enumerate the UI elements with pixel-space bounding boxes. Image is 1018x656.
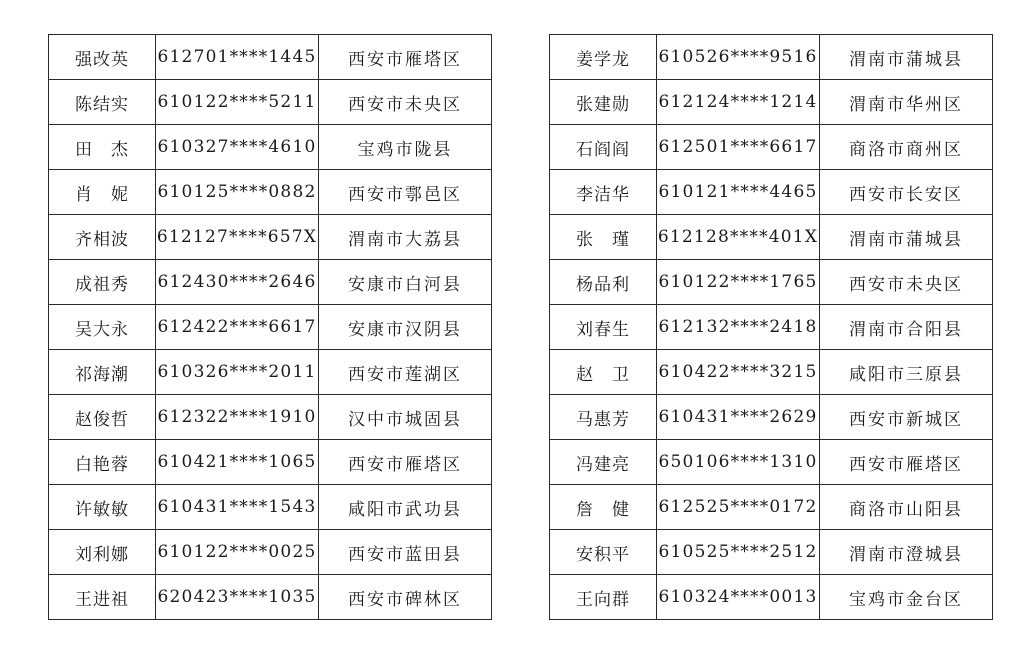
name-cell: 刘春生 [550, 305, 657, 350]
name-cell: 张建勋 [550, 80, 657, 125]
name-cell: 成祖秀 [49, 260, 156, 305]
name-cell: 杨品利 [550, 260, 657, 305]
place-cell: 渭南市蒲城县 [820, 35, 993, 80]
id-number-cell: 612127****657X [156, 215, 319, 260]
table-row [550, 350, 993, 395]
name-cell: 王向群 [550, 575, 657, 620]
place-cell: 西安市碑林区 [319, 575, 492, 620]
name-cell: 吴大永 [49, 305, 156, 350]
place-cell: 西安市长安区 [820, 170, 993, 215]
place-cell: 安康市汉阴县 [319, 305, 492, 350]
id-number-cell: 612501****6617 [657, 125, 820, 170]
place-cell: 商洛市山阳县 [820, 485, 993, 530]
id-number-cell: 610125****0882 [156, 170, 319, 215]
id-number-cell: 650106****1310 [657, 440, 820, 485]
place-cell: 西安市雁塔区 [319, 35, 492, 80]
id-number-cell: 612128****401X [657, 215, 820, 260]
id-number-cell: 610122****1765 [657, 260, 820, 305]
place-cell: 宝鸡市陇县 [319, 125, 492, 170]
id-number-cell: 620423****1035 [156, 575, 319, 620]
table-row [550, 170, 993, 215]
roster-table-left-body [49, 35, 492, 620]
table-row [550, 125, 993, 170]
table-row [49, 395, 492, 440]
id-number-cell: 610122****5211 [156, 80, 319, 125]
place-cell: 宝鸡市金台区 [820, 575, 993, 620]
table-row [49, 485, 492, 530]
roster-table-right [549, 34, 993, 620]
roster-table-right-body [550, 35, 993, 620]
place-cell: 西安市莲湖区 [319, 350, 492, 395]
table-row [550, 260, 993, 305]
name-cell: 石阎阎 [550, 125, 657, 170]
id-number-cell: 612124****1214 [657, 80, 820, 125]
id-number-cell: 612430****2646 [156, 260, 319, 305]
table-row [49, 215, 492, 260]
name-cell: 张 瑾 [550, 215, 657, 260]
id-number-cell: 612701****1445 [156, 35, 319, 80]
place-cell: 商洛市商州区 [820, 125, 993, 170]
id-number-cell: 610525****2512 [657, 530, 820, 575]
id-number-cell: 610431****1543 [156, 485, 319, 530]
table-row [49, 305, 492, 350]
name-cell: 姜学龙 [550, 35, 657, 80]
id-number-cell: 610422****3215 [657, 350, 820, 395]
place-cell: 西安市雁塔区 [319, 440, 492, 485]
id-number-cell: 610324****0013 [657, 575, 820, 620]
table-row [49, 530, 492, 575]
place-cell: 西安市未央区 [319, 80, 492, 125]
table-row [550, 35, 993, 80]
name-cell: 肖 妮 [49, 170, 156, 215]
name-cell: 安积平 [550, 530, 657, 575]
place-cell: 汉中市城固县 [319, 395, 492, 440]
name-cell: 赵 卫 [550, 350, 657, 395]
id-number-cell: 610526****9516 [657, 35, 820, 80]
id-number-cell: 612322****1910 [156, 395, 319, 440]
name-cell: 王进祖 [49, 575, 156, 620]
name-cell: 詹 健 [550, 485, 657, 530]
id-number-cell: 610431****2629 [657, 395, 820, 440]
id-number-cell: 612132****2418 [657, 305, 820, 350]
id-number-cell: 610326****2011 [156, 350, 319, 395]
id-number-cell: 612422****6617 [156, 305, 319, 350]
name-cell: 冯建亮 [550, 440, 657, 485]
place-cell: 西安市新城区 [820, 395, 993, 440]
place-cell: 西安市鄠邑区 [319, 170, 492, 215]
table-row [49, 260, 492, 305]
table-row [49, 440, 492, 485]
place-cell: 西安市蓝田县 [319, 530, 492, 575]
id-number-cell: 610421****1065 [156, 440, 319, 485]
name-cell: 许敏敏 [49, 485, 156, 530]
id-number-cell: 610122****0025 [156, 530, 319, 575]
name-cell: 赵俊哲 [49, 395, 156, 440]
id-number-cell: 612525****0172 [657, 485, 820, 530]
name-cell: 田 杰 [49, 125, 156, 170]
name-cell: 白艳蓉 [49, 440, 156, 485]
name-cell: 陈结实 [49, 80, 156, 125]
table-row [550, 215, 993, 260]
place-cell: 安康市白河县 [319, 260, 492, 305]
table-row [49, 80, 492, 125]
table-row [550, 395, 993, 440]
name-cell: 强改英 [49, 35, 156, 80]
place-cell: 咸阳市三原县 [820, 350, 993, 395]
table-row [49, 575, 492, 620]
table-row [49, 350, 492, 395]
name-cell: 刘利娜 [49, 530, 156, 575]
place-cell: 西安市未央区 [820, 260, 993, 305]
place-cell: 咸阳市武功县 [319, 485, 492, 530]
name-cell: 齐相波 [49, 215, 156, 260]
name-cell: 祁海潮 [49, 350, 156, 395]
id-number-cell: 610327****4610 [156, 125, 319, 170]
table-row [550, 305, 993, 350]
name-cell: 马惠芳 [550, 395, 657, 440]
place-cell: 西安市雁塔区 [820, 440, 993, 485]
table-row [49, 35, 492, 80]
table-row [550, 575, 993, 620]
table-row [550, 80, 993, 125]
roster-table-left [48, 34, 492, 620]
table-row [49, 170, 492, 215]
place-cell: 渭南市华州区 [820, 80, 993, 125]
id-number-cell: 610121****4465 [657, 170, 820, 215]
place-cell: 渭南市蒲城县 [820, 215, 993, 260]
place-cell: 渭南市大荔县 [319, 215, 492, 260]
table-row [49, 125, 492, 170]
table-row [550, 530, 993, 575]
place-cell: 渭南市合阳县 [820, 305, 993, 350]
table-row [550, 485, 993, 530]
name-cell: 李洁华 [550, 170, 657, 215]
table-row [550, 440, 993, 485]
place-cell: 渭南市澄城县 [820, 530, 993, 575]
